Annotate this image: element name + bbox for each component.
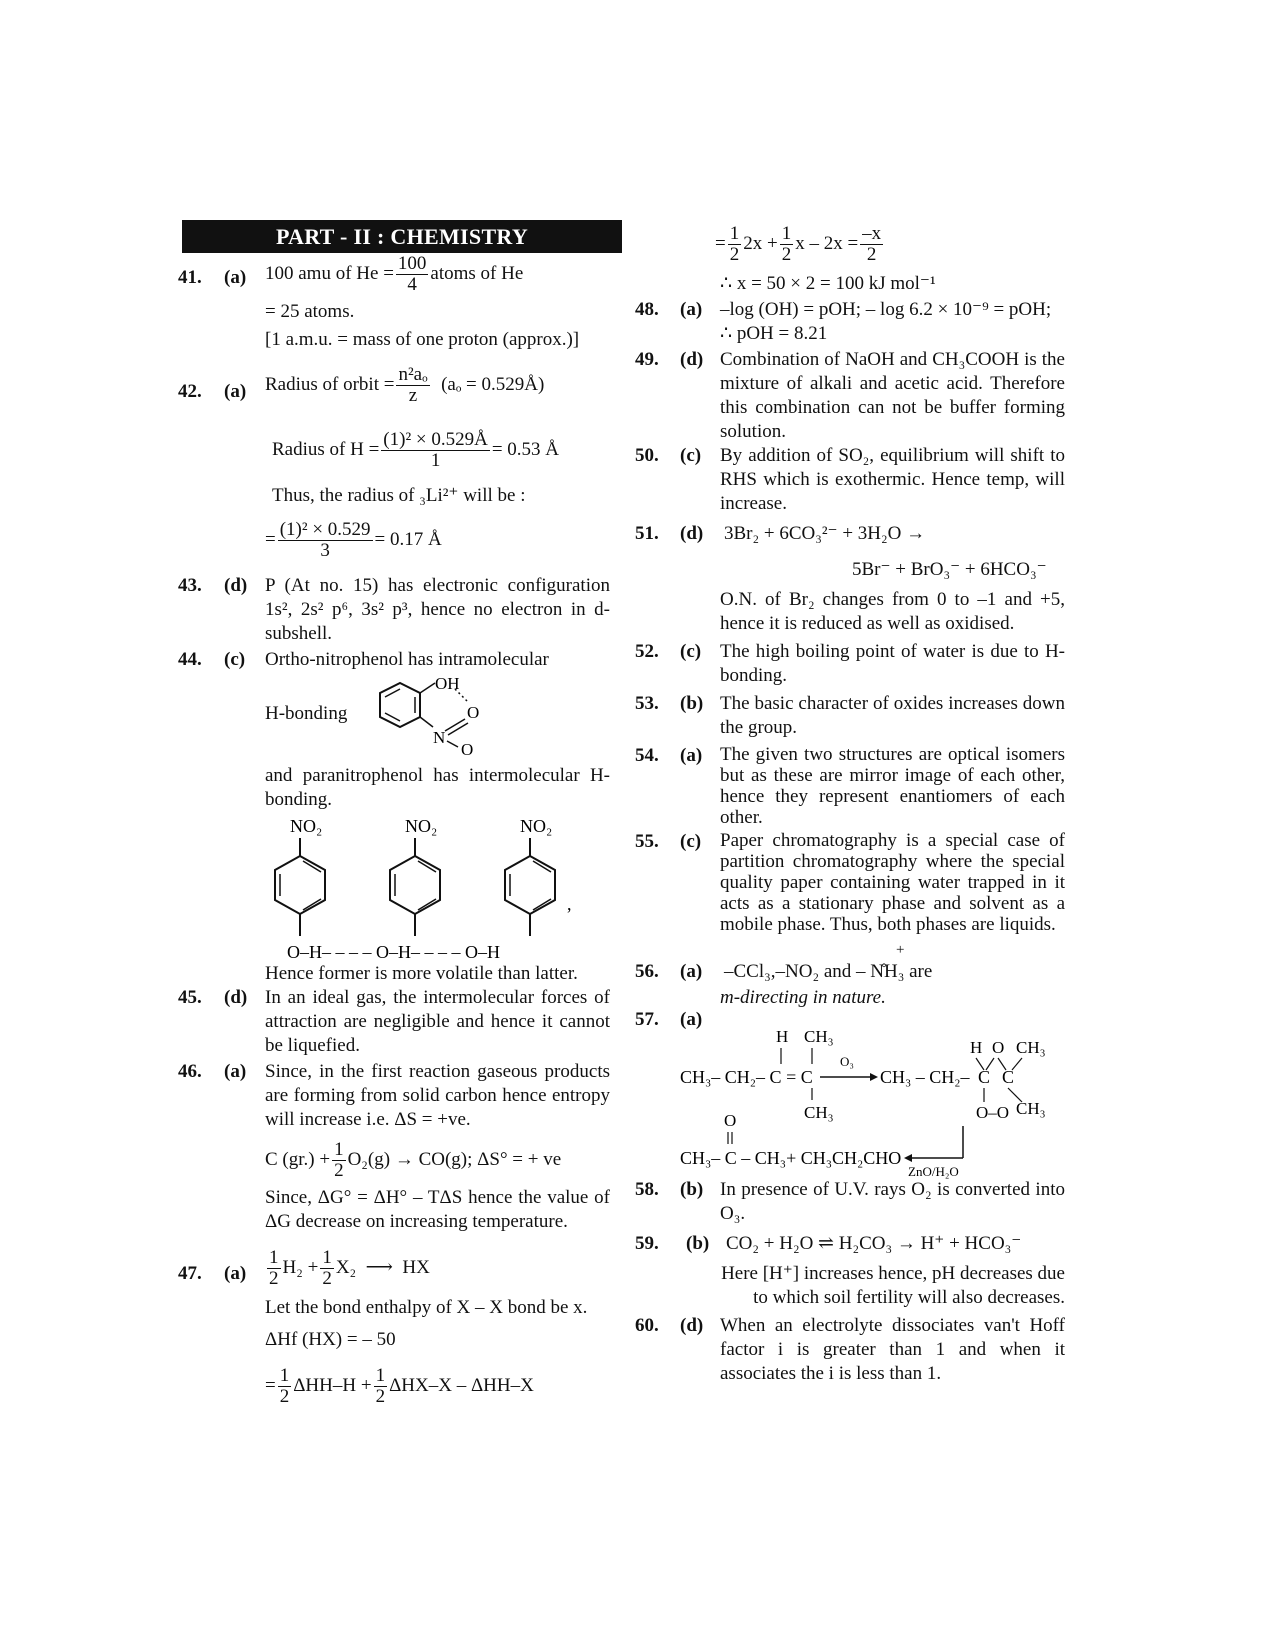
ch3-label: CH₃ xyxy=(1016,1099,1046,1118)
answer-option: (d) xyxy=(680,349,704,370)
answer-option: (a) xyxy=(680,299,703,320)
question-number: 53. xyxy=(635,693,659,714)
q44-line3: and paranitrophenol has intermolecular H-bonding. xyxy=(265,765,610,810)
q42-line4: = $\frac{\text{(1)² × 0.529}}{3}$ = 0.17 Å xyxy=(265,519,442,561)
answer-option: (a) xyxy=(680,961,703,982)
h-label: H xyxy=(776,1027,789,1046)
q47-line3: ΔHf (HX) = – 50 xyxy=(265,1329,396,1350)
question-number: 55. xyxy=(635,831,659,852)
section-header: PART - II : CHEMISTRY xyxy=(182,220,622,253)
q58-text: In presence of U.V. rays O₂ is converted into O₃. xyxy=(720,1179,1065,1224)
answer-option: (c) xyxy=(680,445,702,466)
question-number: 44. xyxy=(178,649,202,670)
answer-option: (a) xyxy=(224,381,247,402)
q46-equation: C (gr.) + $\frac{1}{2}$ O₂(g) → CO(g); ΔS° = + ve xyxy=(265,1139,562,1181)
question-number: 51. xyxy=(635,523,659,544)
answer-option: (a) xyxy=(224,267,247,288)
q59-line1: CO₂ + H₂O ⇌ H₂CO₃ → H⁺ + HCO₃⁻ xyxy=(726,1233,1022,1254)
ozonide-chain: CH₃ – CH₂– xyxy=(880,1067,970,1087)
answer-option: (c) xyxy=(224,649,246,670)
oh-label: OH xyxy=(435,675,460,693)
question-number: 45. xyxy=(178,987,202,1008)
q56-line2: m-directing in nature. xyxy=(720,987,886,1008)
q56-line1: –CCl₃,–NO₂ and – N̊H₃ are xyxy=(724,961,933,982)
carbon-label: C xyxy=(978,1067,991,1087)
answer-option: (b) xyxy=(686,1233,710,1254)
q47-line6: ∴ x = 50 × 2 = 100 kJ mol⁻¹ xyxy=(720,273,936,294)
question-number: 49. xyxy=(635,349,659,370)
q46-line2: Since, ΔG° = ΔH° – TΔS hence the value of ΔG decrease on increasing temperature. xyxy=(265,1187,610,1232)
question-number: 43. xyxy=(178,575,202,596)
q49-text: Combination of NaOH and CH₃COOH is the mixture of alkali and acetic acid. Therefore this combination can not be buffer forming solution. xyxy=(720,349,1065,442)
q54-text: The given two structures are optical isomers but as these are mirror image of each other, hence they represent enantiomers of each other. xyxy=(720,744,1065,828)
q55-text: Paper chromatography is a special case of partition chromatography where the special quality paper containing water trapped in it acts as a stationary phase and solvent as a mobile phase. Thus, both phases are liquids. xyxy=(720,830,1065,935)
q51-line2: 5Br⁻ + BrO₃⁻ + 6HCO₃⁻ xyxy=(852,559,1047,580)
q46-text: Since, in the first reaction gaseous products are forming from solid carbon hence entropy will increase i.e. ΔS = +ve. xyxy=(265,1061,610,1130)
answer-option: (b) xyxy=(680,1179,704,1200)
question-number: 59. xyxy=(635,1233,659,1254)
question-number: 56. xyxy=(635,961,659,982)
q53-text: The basic character of oxides increases down the group. xyxy=(720,693,1065,738)
answer-option: (a) xyxy=(680,745,703,766)
reagent-label: ZnO/H₂O xyxy=(908,1164,959,1179)
products: CH₃– C – CH₃+ CH₃CH₂CHO xyxy=(680,1148,902,1168)
q50-text: By addition of SO₂, equilibrium will shift to RHS which is exothermic. Hence temp, will increase. xyxy=(720,445,1065,514)
q51-line1: 3Br₂ + 6CO₃²⁻ + 3H₂O → xyxy=(724,523,926,544)
q59-text: Here [H⁺] increases hence, pH decreases due to which soil fertility will also decreases. xyxy=(721,1263,1065,1308)
ch3-label: CH₃ xyxy=(804,1027,834,1046)
q52-text: The high boiling point of water is due to H-bonding. xyxy=(720,641,1065,686)
hydrogen-bond-chain: O–H– – – – O–H– – – – O–H xyxy=(287,942,500,962)
o-label: O xyxy=(467,703,480,722)
reactant: CH₃– CH₂– C = C xyxy=(680,1067,813,1087)
q44-line1: Ortho-nitrophenol has intramolecular xyxy=(265,649,549,670)
q44-line4: Hence former is more volatile than latter. xyxy=(265,963,578,984)
plus-sign: + xyxy=(896,942,905,958)
answer-option: (a) xyxy=(680,1009,703,1030)
q47-line2: Let the bond enthalpy of X – X bond be x. xyxy=(265,1297,588,1318)
q42-line1: Radius of orbit = $\frac{\text{n²aₒ}}{z}$ (aₒ = 0.529Å) xyxy=(265,364,545,406)
q42-line2: Radius of H = $\frac{\text{(1)² × 0.529Å}}{1}$ = 0.53 Å xyxy=(272,429,560,471)
no2-label: NO₂ xyxy=(290,816,323,836)
n-label: N xyxy=(433,728,446,747)
answer-option: (d) xyxy=(224,987,248,1008)
question-number: 57. xyxy=(635,1009,659,1030)
q45-text: In an ideal gas, the intermolecular forces of attraction are negligible and hence it cannot be liquefied. xyxy=(265,987,610,1056)
question-number: 50. xyxy=(635,445,659,466)
answer-option: (d) xyxy=(680,523,704,544)
answer-option: (a) xyxy=(224,1061,247,1082)
question-number: 41. xyxy=(178,267,202,288)
no2-label: NO₂ xyxy=(520,816,553,836)
answer-option: (c) xyxy=(680,831,702,852)
q51-text: O.N. of Br₂ changes from 0 to –1 and +5, hence it is reduced as well as oxidised. xyxy=(720,589,1065,634)
paranitrophenol-structures xyxy=(255,812,615,972)
question-number: 52. xyxy=(635,641,659,662)
q43-text: P (At no. 15) has electronic configuration 1s², 2s² p⁶, 3s² p³, hence no electron in d-subshell. xyxy=(265,575,610,644)
q41-line3: [1 a.m.u. = mass of one proton (approx.)] xyxy=(265,329,580,350)
answer-option: (d) xyxy=(680,1315,704,1336)
ozone-label: O₃ xyxy=(840,1054,854,1069)
q47-line5: = $\frac{1}{2}$ 2x + $\frac{1}{2}$ x – 2x = $\frac{-x}{2}$ xyxy=(715,223,882,265)
question-number: 47. xyxy=(178,1263,202,1284)
ozonolysis-reaction xyxy=(680,1026,1080,1186)
o-label: O xyxy=(724,1111,737,1130)
ortho-nitrophenol-structure xyxy=(355,675,505,755)
answer-option: (b) xyxy=(680,693,704,714)
q48-line1: –log (OH) = pOH; – log 6.2 × 10⁻⁹ = pOH; xyxy=(720,299,1052,320)
ch3-label: CH₃ xyxy=(1016,1038,1046,1057)
q41-line1: 100 amu of He = $\frac{100}{4}$ atoms of He xyxy=(265,253,524,295)
question-number: 60. xyxy=(635,1315,659,1336)
ch3-label: CH₃ xyxy=(804,1103,834,1122)
question-number: 54. xyxy=(635,745,659,766)
carbon-label: C xyxy=(1002,1067,1015,1087)
q47-line4: = $\frac{1}{2}$ ΔHH–H + $\frac{1}{2}$ ΔHX–X – ΔHH–X xyxy=(265,1365,534,1407)
h-label: H xyxy=(970,1038,983,1057)
answer-option: (a) xyxy=(224,1263,247,1284)
question-number: 42. xyxy=(178,381,202,402)
question-number: 46. xyxy=(178,1061,202,1082)
o-label: O xyxy=(461,740,474,755)
question-number: 58. xyxy=(635,1179,659,1200)
q48-line2: ∴ pOH = 8.21 xyxy=(720,323,828,344)
o-label: O xyxy=(992,1038,1005,1057)
q41-line2: = 25 atoms. xyxy=(265,301,355,322)
q44-line2: H-bonding xyxy=(265,703,348,724)
q42-line3: Thus, the radius of ₃Li²⁺ will be : xyxy=(272,485,526,506)
no2-label: NO₂ xyxy=(405,816,438,836)
comma: , xyxy=(567,894,572,914)
q60-text: When an electrolyte dissociates van't Hoff factor i is greater than 1 and when it associates the i is less than 1. xyxy=(720,1315,1065,1384)
question-number: 48. xyxy=(635,299,659,320)
answer-option: (d) xyxy=(224,575,248,596)
answer-option: (c) xyxy=(680,641,702,662)
peroxide-label: O–O xyxy=(976,1103,1010,1122)
q47-equation: $\frac{1}{2}$ H₂ + $\frac{1}{2}$ X₂ ⟶ HX xyxy=(269,1247,430,1289)
